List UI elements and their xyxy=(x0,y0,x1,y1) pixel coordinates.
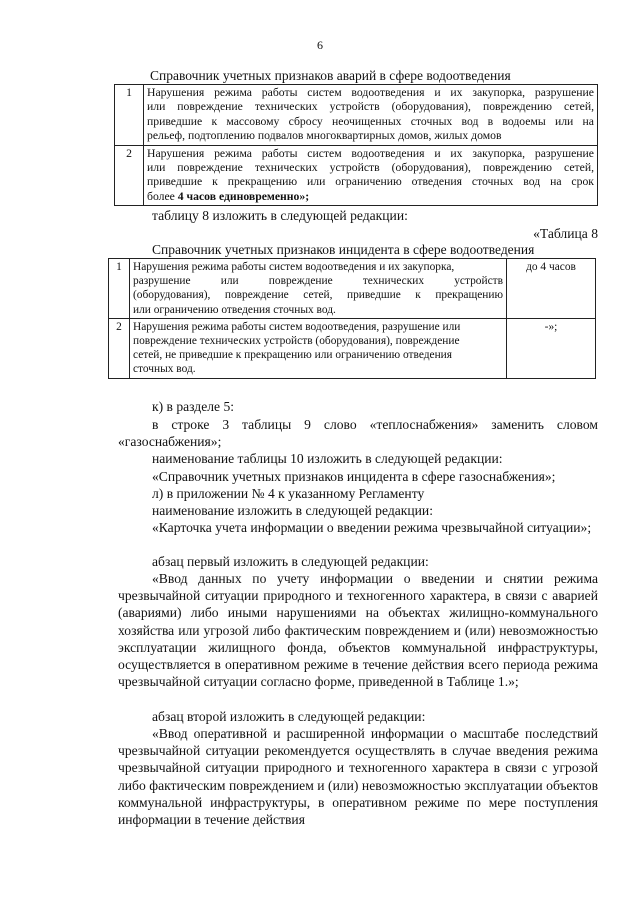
table8-title: Справочник учетных признаков инцидента в сфере водоотведения xyxy=(152,242,535,257)
table7 xyxy=(114,84,598,206)
page-number: 6 xyxy=(317,38,323,52)
paragraph: к) в разделе 5: xyxy=(152,399,235,414)
paragraph: «Ввод оперативной и расширенной информации о масштабе последствий чрезвычайной ситуации рекомендуется осуществлять в случае введения режима чрезвычайной ситуации природного и техногенного характера в связи с угрозой либо фактическим повреждением и (или) невозможностью эксплуатации объектов коммунальной инфраструктуры, в оперативном режиме по мере поступления информации в течение действия xyxy=(118,726,598,828)
table-row xyxy=(109,318,596,378)
text-line: (оборудования), повреждение сетей, приведшие к прекращению xyxy=(133,289,503,302)
row-number: 2 xyxy=(109,318,130,378)
paragraph: «Карточка учета информации о введении режима чрезвычайной ситуации»; xyxy=(152,520,592,535)
text-line: Нарушения режима работы систем водоотведения, разрушение или xyxy=(133,320,461,333)
text-line xyxy=(147,190,594,204)
table-row xyxy=(109,259,596,319)
table8-label: «Таблица 8 xyxy=(533,226,598,241)
table-row xyxy=(115,85,598,146)
paragraph: наименование таблицы 10 изложить в следующей редакции: xyxy=(152,451,503,466)
row-text xyxy=(144,85,598,146)
text-line: сточных вод. xyxy=(133,363,196,376)
text-line: рельеф, подтоплению подвалов многоквартирных домов, жилых домов xyxy=(147,129,502,143)
text-line: Нарушения режима работы систем водоотведения и их закупорка, xyxy=(133,261,455,273)
row-number: 2 xyxy=(115,145,144,206)
text-line: Нарушения режима работы систем водоотведения и их закупорка, разрушение xyxy=(147,86,594,99)
text-line: или повреждение технических устройств (оборудования), повреждению сетей, xyxy=(147,161,594,175)
row-text xyxy=(130,318,507,378)
text-line: Нарушения режима работы систем водоотведения и их закупорка, разрушение xyxy=(147,146,594,160)
paragraph: л) в приложении № 4 к указанному Регламенту xyxy=(152,486,425,501)
row-text xyxy=(130,259,507,319)
row-number: 1 xyxy=(109,259,130,319)
paragraph: в строке 3 таблицы 9 слово «теплоснабжения» заменить словом «газоснабжения»; xyxy=(118,417,598,450)
bold-fragment: 4 часов единовременно»; xyxy=(177,189,310,203)
text-line: приведшие к массовому сбросу неочищенных сточных вод в водоемы или на xyxy=(147,114,594,128)
table-row xyxy=(115,145,598,206)
paragraph: наименование изложить в следующей редакции: xyxy=(152,503,433,518)
text-line: или повреждение технических устройств (оборудования), повреждению сетей, xyxy=(147,100,594,114)
paragraph: абзац первый изложить в следующей редакции: xyxy=(152,554,429,569)
paragraph: абзац второй изложить в следующей редакции: xyxy=(152,709,426,724)
text-line: приведшие к прекращению или ограничению отведения сточных вод на срок xyxy=(147,175,594,189)
text-line: сетей, не приведшие к прекращению или ограничению отведения xyxy=(133,349,453,362)
paragraph: «Справочник учетных признаков инцидента в сфере газоснабжения»; xyxy=(152,469,556,484)
row-text xyxy=(144,145,598,206)
row-number: 1 xyxy=(115,85,144,146)
table7-title: Справочник учетных признаков аварий в сфере водоотведения xyxy=(150,68,511,83)
text-line: или ограничению отведения сточных вод. xyxy=(133,303,336,316)
row-value: -»; xyxy=(507,318,596,378)
table8 xyxy=(108,258,596,379)
instruction-table8: таблицу 8 изложить в следующей редакции: xyxy=(152,208,408,223)
row-value: до 4 часов xyxy=(507,259,596,319)
paragraph: «Ввод данных по учету информации о введении и снятии режима чрезвычайной ситуации природного и техногенного характера, в связи с аварией (авариями) либо иными нарушениями на объектах жилищно-коммунального хозяйства или угрозой либо фактическим повреждением и (или) невозможностью эксплуатации жилищного фонда, объектов коммунальной инфраструктуры, осуществляется в оперативном режиме в течение действия всего периода режима чрезвычайной ситуации согласно форме, приведенной в Таблице 1.»; xyxy=(118,571,598,690)
text-fragment: более xyxy=(147,189,178,203)
text-line: разрушение или повреждение технических устройств xyxy=(133,275,503,288)
text-line: повреждение технических устройств (оборудования), повреждение xyxy=(133,335,460,348)
